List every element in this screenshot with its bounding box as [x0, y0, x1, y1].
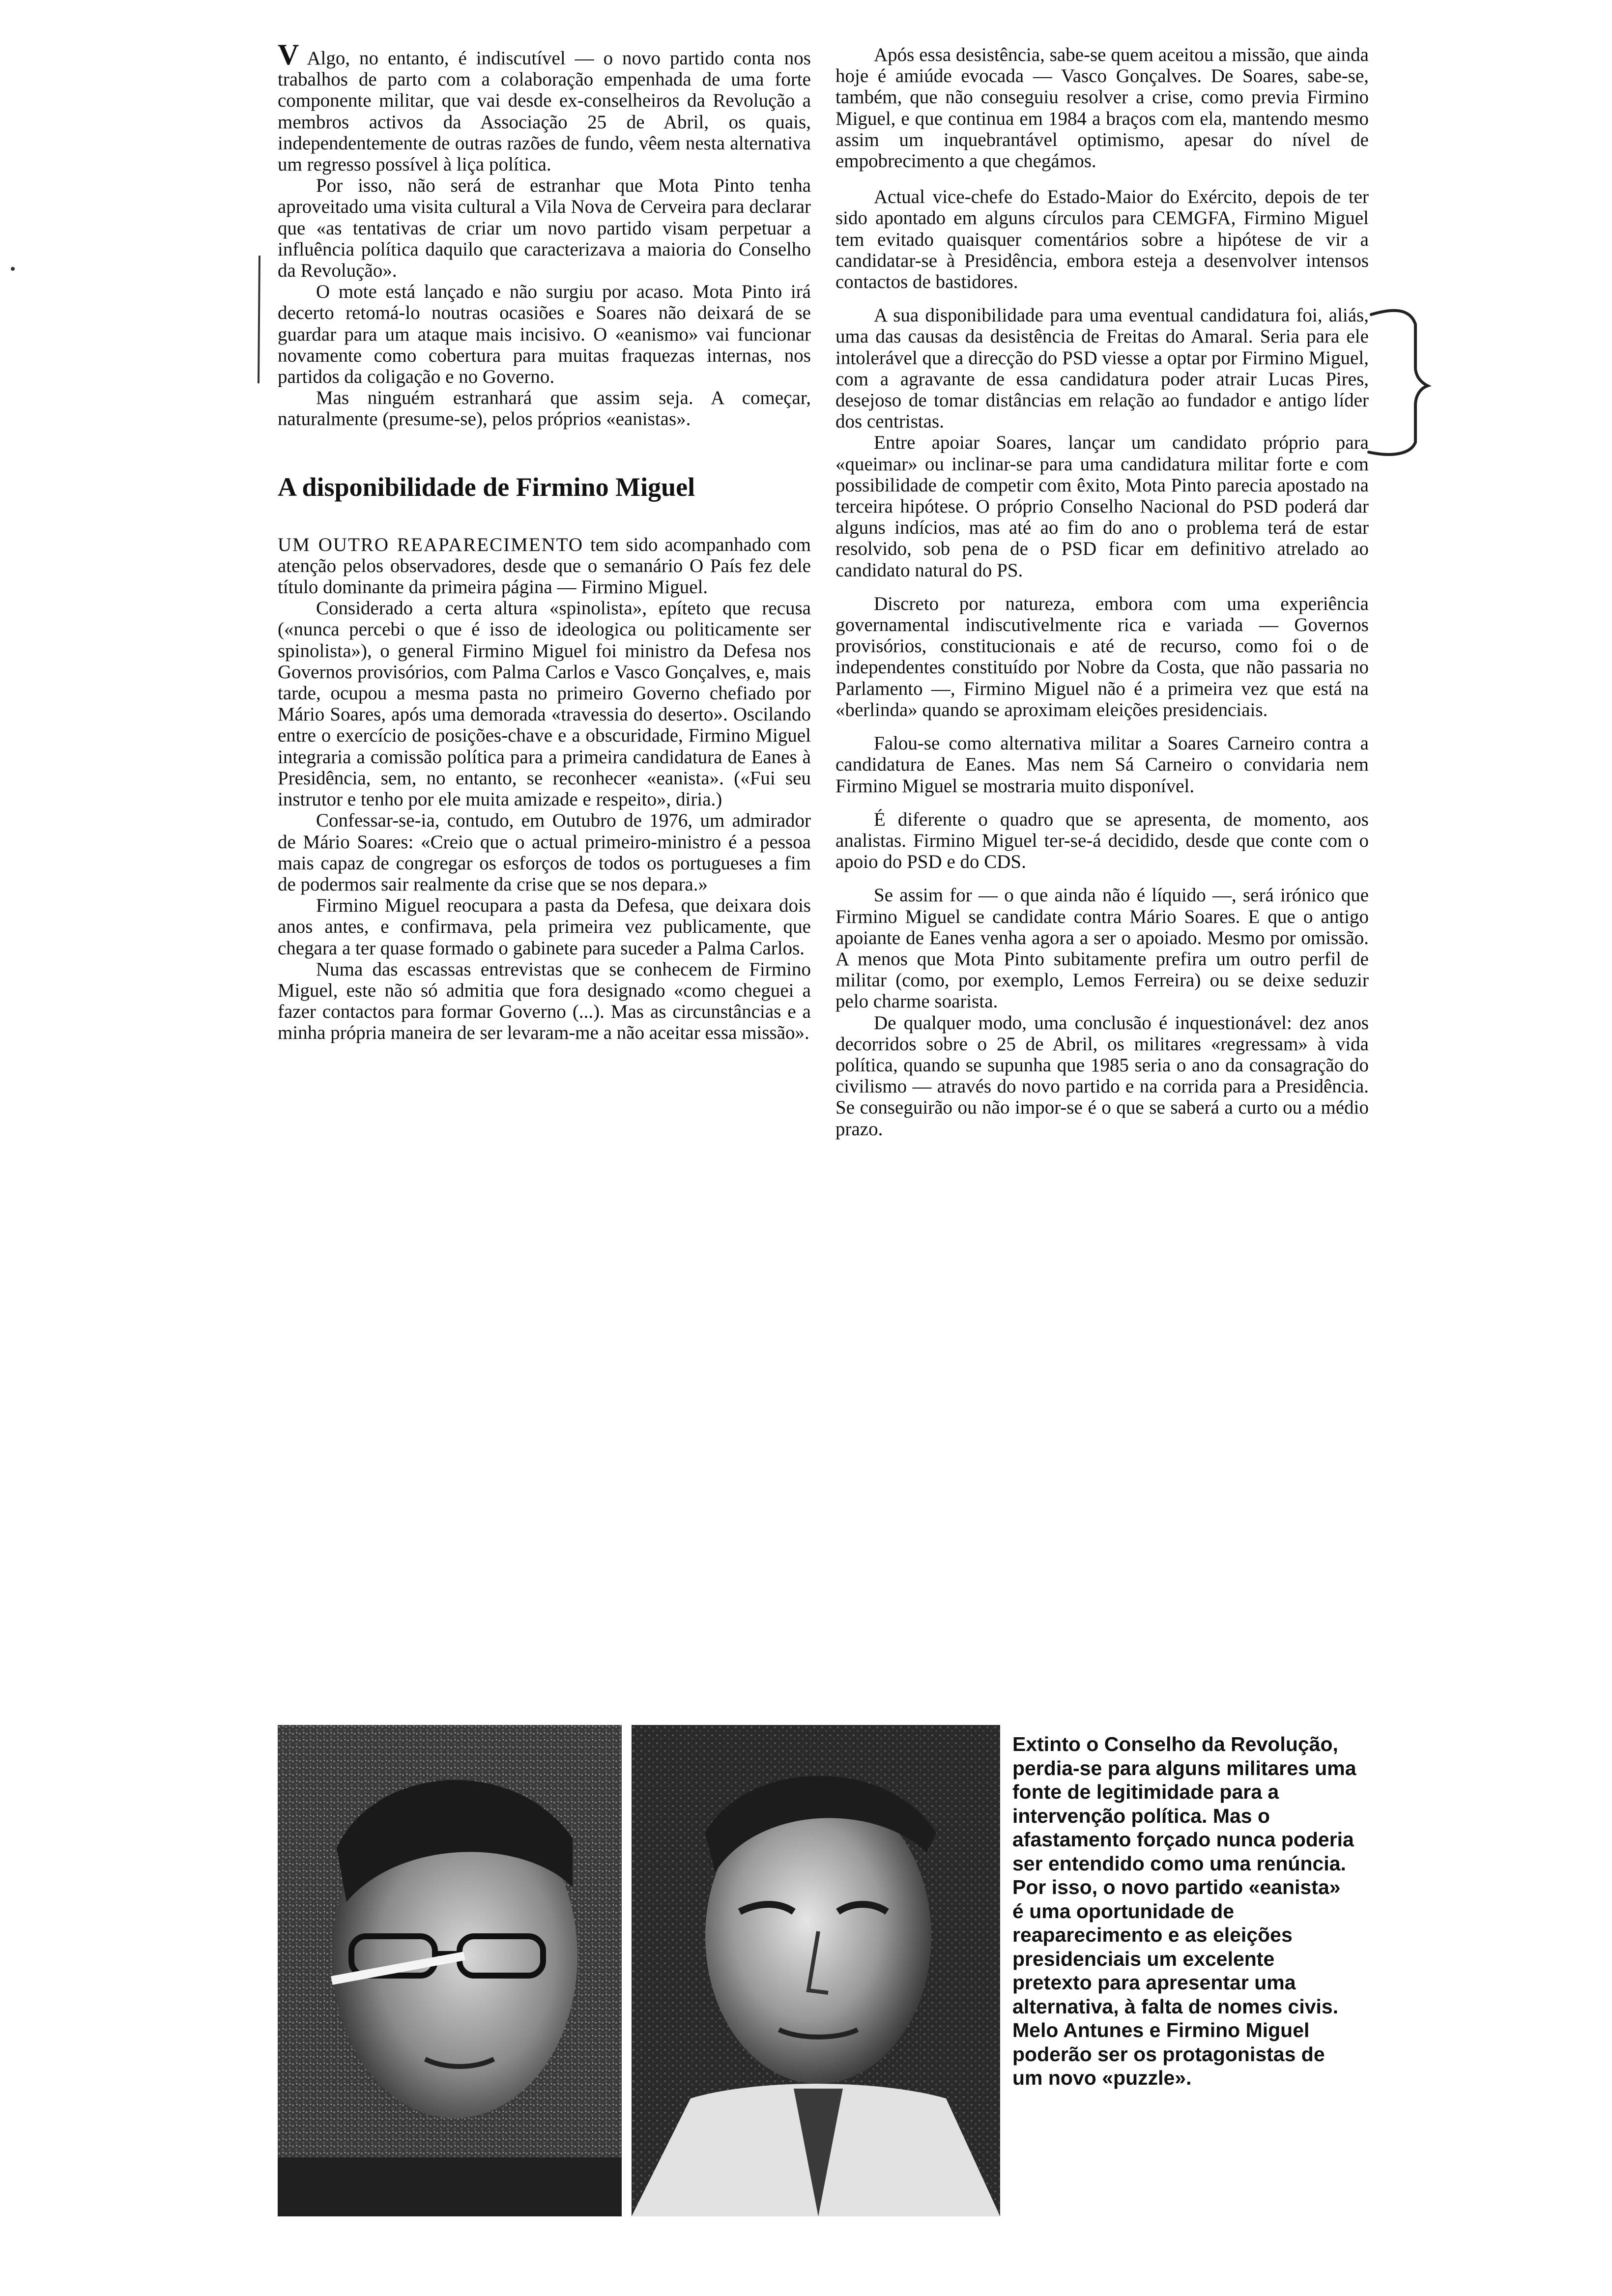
article-paragraph: O mote está lançado e não surgiu por acaso. Mota Pinto irá decerto retomá-lo noutras ocasiões e Soares não deixará de se guardar para um ataque mais incisivo. O «eanismo» vai funcionar novamente como cobertura para muitas fraquezas internas, nos partidos da coligação e no Governo. [278, 281, 811, 388]
article-right-column [835, 44, 1369, 1140]
section-subheading: A disponibilidade de Firmino Miguel [278, 472, 695, 502]
article-paragraph: Se assim for — o que ainda não é líquido —, será irónico que Firmino Miguel se candidate contra Mário Soares. E que o antigo apoiante de Eanes venha agora a ser o apoiado. Mesmo por omissão. A menos que Mota Pinto subitamente prefira um outro perfil de militar (como, por exemplo, Lemos Ferreira) ou se deixe seduzir pelo charme soarista. [835, 885, 1369, 1012]
article-paragraph: Por isso, não será de estranhar que Mota Pinto tenha aproveitado uma visita cultural a Vila Nova de Cerveira para declarar que «as tentativas de criar um novo partido visam perpetuar a influência política daquilo que caracterizava a maioria do Conselho da Revolução». [278, 175, 811, 282]
portrait-profile-icon [632, 1725, 1000, 2216]
article-paragraph: Mas ninguém estranhará que assim seja. A começar, naturalmente (presume-se), pelos próprios «eanistas». [278, 387, 811, 430]
article-paragraph: Falou-se como alternativa militar a Soares Carneiro contra a candidatura de Eanes. Mas nem Sá Carneiro o convidaria nem Firmino Miguel se mostraria muito disponível. [835, 733, 1369, 797]
article-paragraph: De qualquer modo, uma conclusão é inquestionável: dez anos decorridos sobre o 25 de Abril, os militares «regressam» à vida política, quando se supunha que 1985 seria o ano da consagração do civilismo — através do novo partido e na corrida para a Presidência. Se conseguirão ou não impor-se é o que se saberá a curto ou a médio prazo. [835, 1012, 1369, 1140]
article-paragraph: Numa das escassas entrevistas que se conhecem de Firmino Miguel, este não só admitia que fora designado «como cheguei a fazer contactos para formar Governo (...). Mas as circunstâncias e a minha própria maneira de ser levaram-me a não aceitar essa missão». [278, 958, 811, 1044]
article-paragraph: A sua disponibilidade para uma eventual candidatura foi, aliás, uma das causas da desistência de Freitas do Amaral. Seria para ele intolerável que a direcção do PSD viesse a optar por Firmino Miguel, com a agravante de essa candidatura poder atrair Lucas Pires, desejoso de tomar distâncias em relação ao fundador e antigo líder dos centristas. [835, 305, 1369, 432]
article-paragraph: Firmino Miguel reocupara a pasta da Defesa, que deixara dois anos antes, e confirmava, pela primeira vez publicamente, que chegara a ter quase formado o gabinete para suceder a Palma Carlos. [278, 895, 811, 959]
portrait-glasses-icon [278, 1725, 622, 2216]
handwritten-bracket-icon [1366, 305, 1435, 462]
photo-portrait-left [278, 1725, 622, 2216]
margin-mark: V [278, 38, 299, 71]
article-paragraph: Confessar-se-ia, contudo, em Outubro de 1976, um admirador de Mário Soares: «Creio que o actual primeiro-ministro é a pessoa mais capaz de congregar os esforços de todos os portugueses a fim de podermos sair realmente da crise que se nos depara.» [278, 810, 811, 895]
section-leadin: UM OUTRO REAPARECIMENTO [278, 534, 584, 555]
article-paragraph: Actual vice-chefe do Estado-Maior do Exército, depois de ter sido apontado em alguns círculos para CEMGFA, Firmino Miguel tem evitado quaisquer comentários sobre a hipótese de vir a candidatar-se à Presidência, embora esteja a desenvolver intensos contactos de bastidores. [835, 186, 1369, 293]
article-paragraph: Entre apoiar Soares, lançar um candidato próprio para «queimar» ou inclinar-se para uma candidatura militar forte e com possibilidade de competir com êxito, Mota Pinto parecia apostado na terceira hipótese. O próprio Conselho Nacional do PSD poderá dar alguns indícios, mas até ao fim do ano o problema terá de estar resolvido, sob pena de o PSD ficar em definitivo atrelado ao candidato natural do PS. [835, 432, 1369, 581]
photo-caption: Extinto o Conselho da Revolução, perdia-se para alguns militares uma fonte de legitimidade para a intervenção política. Mas o afastamento forçado nunca poderia ser entendido como uma renúncia. Por isso, o novo partido «eanista» é uma oportunidade de reaparecimento e as eleições presidenciais um excelente pretexto para apresentar uma alternativa, à falta de nomes civis. Melo Antunes e Firmino Miguel poderão ser os protagonistas de um novo «puzzle». [1012, 1733, 1356, 2089]
article-paragraph: Após essa desistência, sabe-se quem aceitou a missão, que ainda hoje é amiúde evocada — Vasco Gonçalves. De Soares, sabe-se, também, que não conseguiu resolver a crise, como previa Firmino Miguel, e que continua em 1984 a braços com ela, mantendo mesmo assim um inquebrantável optimismo, apesar do nível de empobrecimento a que chegámos. [835, 44, 1369, 172]
article-paragraph: UM OUTRO REAPARECIMENTO tem sido acompanhado com atenção pelos observadores, desde que o semanário O País fez dele título dominante da primeira página — Firmino Miguel. [278, 534, 811, 598]
article-paragraph: É diferente o quadro que se apresenta, de momento, aos analistas. Firmino Miguel ter-se-á decidido, desde que conte com o apoio do PSD e do CDS. [835, 808, 1369, 873]
article-paragraph: Considerado a certa altura «spinolista», epíteto que recusa («nunca percebi o que é isso de ideologica ou politicamente ser spinolista»), o general Firmino Miguel foi ministro da Defesa nos Governos provisórios, com Palma Carlos e Vasco Gonçalves, e, mais tarde, ocupou a mesma pasta no primeiro Governo chefiado por Mário Soares, após uma demorada «travessia do deserto». Oscilando entre o exercício de posições-chave e a obscuridade, Firmino Miguel integraria a comissão política para a primeira candidatura de Eanes à Presidência, sem, no entanto, se reconhecer «eanista». («Fui seu instrutor e tenho por ele muita amizade e respeito», diria.) [278, 598, 811, 810]
speck-icon [10, 265, 16, 272]
margin-line-icon [255, 256, 264, 383]
article-left-column [278, 38, 811, 1044]
article-paragraph: Discreto por natureza, embora com uma experiência governamental indiscutivelmente rica e variada — Governos provisórios, constitucionais e até de recurso, como foi o de independentes constituído por Nobre da Costa, que não passaria no Parlamento —, Firmino Miguel não é a primeira vez que está na «berlinda» quando se aproximam eleições presidenciais. [835, 593, 1369, 720]
photo-portrait-right [632, 1725, 1000, 2216]
article-paragraph: V Algo, no entanto, é indiscutível — o novo partido conta nos trabalhos de parto com a colaboração empenhada de uma forte componente militar, que vai desde ex-conselheiros da Revolução a membros activos da Associação 25 de Abril, os quais, independentemente de outras razões de fundo, vêem nesta alternativa um regresso possível à liça política. [278, 38, 811, 175]
